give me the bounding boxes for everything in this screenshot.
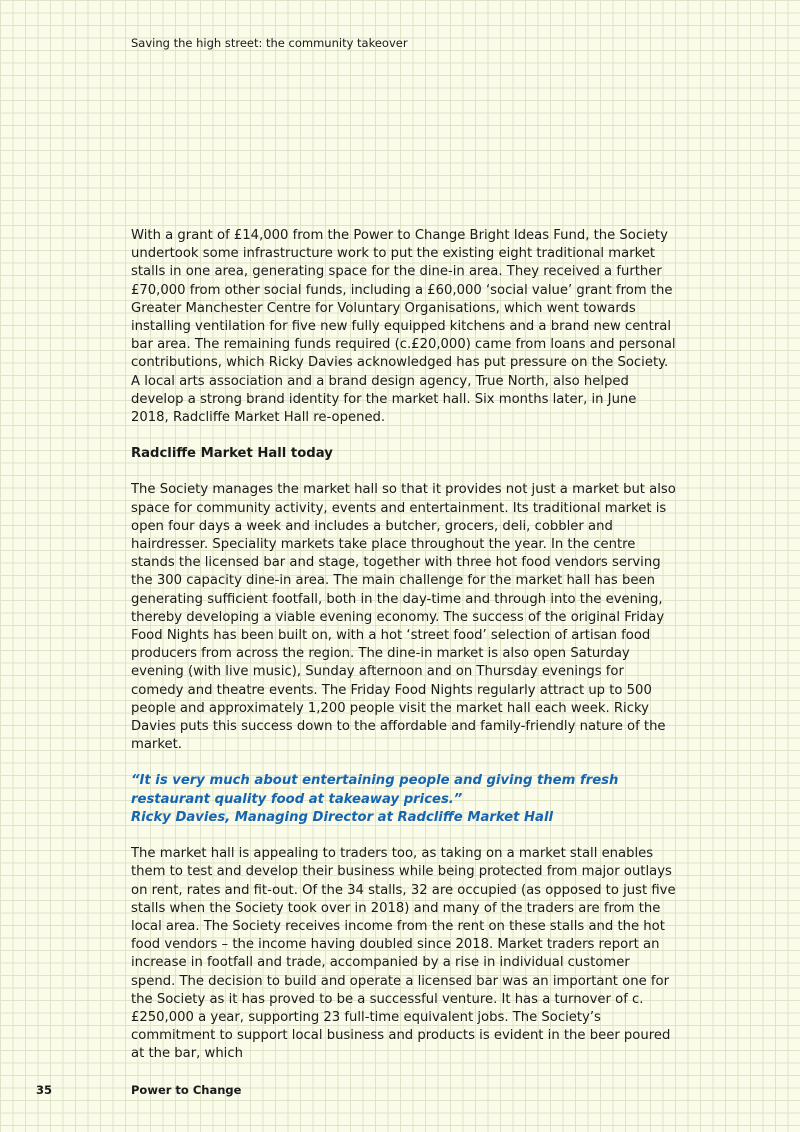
section-heading: Radcliffe Market Hall today — [131, 446, 333, 462]
paragraph-market-today: The Society manages the market hall so that it provides not just a market but also space for community activity, events and entertainment. Its traditional market is open four days a week and includes a butcher, grocers, deli, cobbler and hairdresser. Speciality markets take place throughout the year. In the centre stands the licensed bar and stage, together with three hot food vendors serving the 300 capacity dine-in area. The main challenge for the market hall has been generating sufficient footfall, both in the day-time and through into the evening, thereby developing a viable evening economy. The success of the original Friday Food Nights has been built on, with a hot ‘street food’ selection of artisan food producers from across the region. The dine-in market is also open Saturday evening (with live music), Sunday afternoon and on Thursday evenings for comedy and theatre events. The Friday Food Nights regularly attract up to 500 people and approximately 1,200 people visit the market hall each week. Ricky Davies puts this success down to the affordable and family-friendly nature of the market. — [131, 482, 676, 753]
page-number: 35 — [36, 1083, 53, 1097]
paragraph-traders: The market hall is appealing to traders too, as taking on a market stall enables them to test and develop their business while being protected from major outlays on rent, rates and fit-out. Of the 34 stalls, 32 are occupied (as opposed to just five stalls when the Society took over in 2018) and many of the traders are from the local area. The Society receives income from the rent on these stalls and the hot food vendors – the income having doubled since 2018. Market traders report an increase in footfall and trade, accompanied by a rise in individual customer spend. The decision to build and operate a licensed bar was an important one for the Society as it has proved to be a successful venture. It has a turnover of c.£250,000 a year, supporting 23 full-time equivalent jobs. The Society’s commitment to support local business and products is evident in the beer poured at the bar, which — [131, 846, 676, 1062]
article-body — [131, 227, 676, 1082]
pull-quote — [131, 772, 676, 827]
running-header: Saving the high street: the community takeover — [131, 36, 408, 50]
quote-attribution: Ricky Davies, Managing Director at Radcliffe Market Hall — [131, 809, 553, 825]
paragraph-funding: With a grant of £14,000 from the Power to Change Bright Ideas Fund, the Society undertook some infrastructure work to put the existing eight traditional market stalls in one area, generating space for the dine-in area. They received a further £70,000 from other social funds, including a £60,000 ‘social value’ grant from the Greater Manchester Centre for Voluntary Organisations, which went towards installing ventilation for five new fully equipped kitchens and a brand new central bar area. The remaining funds required (c.£20,000) came from loans and personal contributions, which Ricky Davies acknowledged has put pressure on the Society. A local arts association and a brand design agency, True North, also helped develop a strong brand identity for the market hall. Six months later, in June 2018, Radcliffe Market Hall re-opened. — [131, 228, 676, 426]
quote-text: “It is very much about entertaining people and giving them fresh restaurant quality food at takeaway prices.” — [131, 773, 619, 807]
publisher-name: Power to Change — [131, 1083, 242, 1097]
